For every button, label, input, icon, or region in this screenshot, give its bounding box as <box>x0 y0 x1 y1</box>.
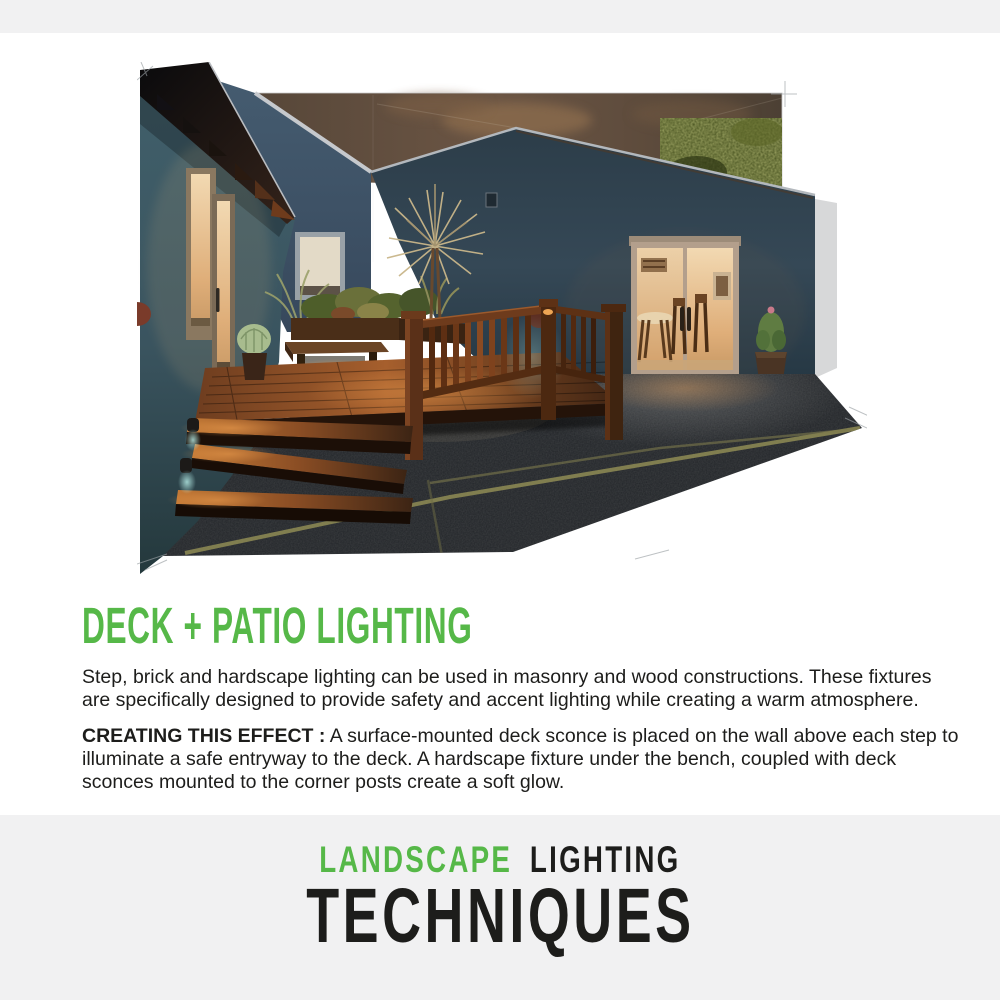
door-handle <box>680 307 684 331</box>
footer-brand-band <box>0 815 1000 1000</box>
attic-vent <box>486 193 497 207</box>
effect-line: illuminate a safe entryway to the deck. A hardscape fixture under the bench, coupled with deck <box>82 748 897 770</box>
effect-label: CREATING THIS EFFECT : <box>82 725 326 747</box>
door-handle <box>216 288 220 312</box>
side-shadow-panel <box>815 199 837 378</box>
french-doors <box>627 236 745 380</box>
door-handle <box>687 307 691 331</box>
left-door <box>212 194 235 392</box>
top-margin-band <box>0 0 1000 33</box>
left-window <box>186 168 216 340</box>
effect-paragraph <box>82 725 962 794</box>
planter-box <box>291 318 399 340</box>
step-sconce <box>185 418 201 451</box>
cactus-flower <box>768 307 775 314</box>
brand-word-landscape: LANDSCAPE <box>319 839 513 880</box>
railing-post-corner <box>541 305 556 420</box>
intro-line: are specifically designed to provide safety and accent lighting while creating a warm atmosphere. <box>82 689 919 711</box>
article-section <box>82 597 962 794</box>
brand-word-lighting: LIGHTING <box>530 839 681 880</box>
brand-title: TECHNIQUES <box>305 873 695 959</box>
intro-paragraph <box>82 666 962 712</box>
intro-line: Step, brick and hardscape lighting can be used in masonry and wood constructions. These fixtures <box>82 666 932 688</box>
effect-text: A surface-mounted deck sconce is placed on the wall above each step to <box>325 725 959 747</box>
page-title: DECK + PATIO LIGHTING <box>82 597 473 654</box>
effect-line: sconces mounted to the corner posts create a soft glow. <box>82 771 565 793</box>
deck-patio-illustration <box>137 62 867 577</box>
effect-line <box>82 725 962 748</box>
post-sconce <box>543 309 553 315</box>
